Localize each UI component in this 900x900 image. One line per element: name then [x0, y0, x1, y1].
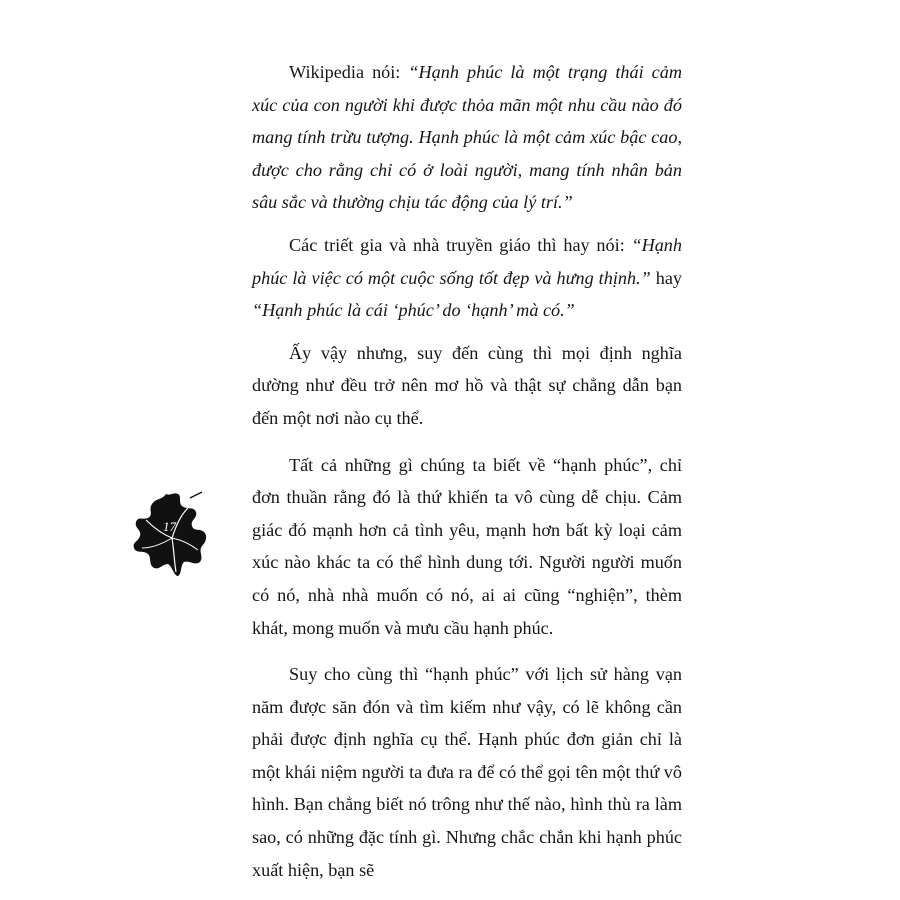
paragraph-no-definition: Suy cho cùng thì “hạnh phúc” với lịch sử hàng vạn năm được săn đón và tìm kiếm như vậy, có lẽ không cần phải được định nghĩa cụ thể. Hạnh phúc đơn giản chỉ là một khái niệm người ta đưa ra để có thể gọi tên một thứ vô hình. Bạn chẳng biết nó trông như thế nào, hình thù ra làm sao, có những đặc tính gì. Nhưng chắc chắn khi hạnh phúc xuất hiện, bạn sẽ: [252, 664, 682, 880]
paragraph-connector: hay: [650, 267, 682, 288]
page-number: 17: [163, 519, 176, 534]
body-text: [252, 56, 682, 886]
philosophers-quote-2: “Hạnh phúc là cái ‘phúc’ do ‘hạnh’ mà có.”: [252, 300, 575, 321]
paragraph-lead: Các triết gia và nhà truyền giáo thì hay nói:: [289, 234, 632, 255]
paragraph-what-we-know: Tất cả những gì chúng ta biết về “hạnh phúc”, chỉ đơn thuần rằng đó là thứ khiến ta vô cùng dễ chịu. Cảm giác đó mạnh hơn cả tình yêu, mạnh hơn bất kỳ loại cảm xúc nào khác ta có thể hình dung tới. Người người muốn có nó, nhà nhà muốn có nó, ai ai cũng “nghiện”, thèm khát, mong muốn và mưu cầu hạnh phúc.: [252, 454, 682, 638]
paragraph-philosophers: [252, 229, 682, 327]
philosophers-quote-1: “Hạnh phúc là việc có một cuộc sống tốt đẹp và hưng thịnh.”: [252, 234, 682, 288]
paragraph-vague-definitions: Ấy vậy nhưng, suy đến cùng thì mọi định nghĩa dường như đều trở nên mơ hồ và thật sự chẳng dẫn bạn đến một nơi nào cụ thể.: [252, 342, 682, 428]
paragraph-lead: Wikipedia nói:: [289, 62, 409, 82]
wikipedia-quote: “Hạnh phúc là một trạng thái cảm xúc của con người khi được thỏa mãn một nhu cầu nào đó mang tính trừu tượng. Hạnh phúc là một cảm xúc bậc cao, được cho rằng chỉ có ở loài người, mang tính nhân bản sâu sắc và thường chịu tác động của lý trí.”: [252, 62, 682, 213]
paragraph-wikipedia: [252, 56, 682, 219]
